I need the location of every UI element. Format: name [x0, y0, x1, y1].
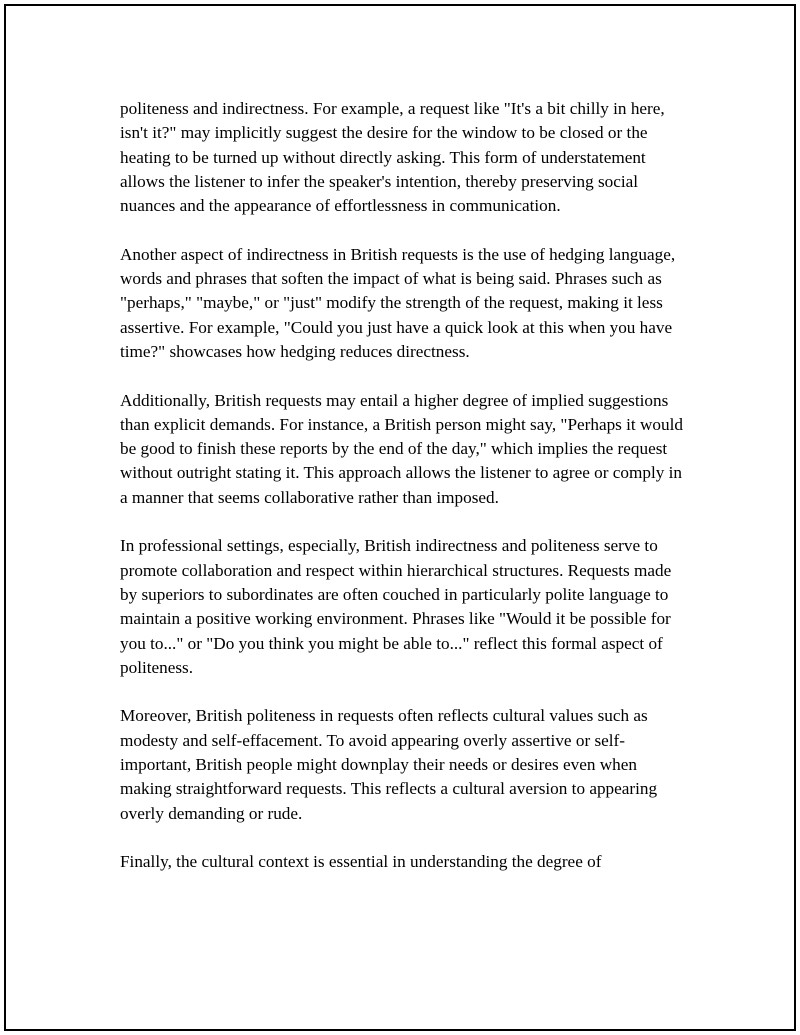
paragraph-5: Moreover, British politeness in requests often reflects cultural values such as modesty and self-effacement. To avoid appearing overly assertive or self-important, British people might downplay their needs or desires even when making straightforward requests. This reflects a cultural aversion to appearing overly demanding or rude.	[120, 706, 658, 823]
paragraph-4: In professional settings, especially, British indirectness and politeness serve to promote collaboration and respect within hierarchical structures. Requests made by superiors to subordinates are often couched in particularly polite language to maintain a positive working environment. Phrases like "Would it be possible for you to..." or "Do you think you might be able to..." reflect this formal aspect of politeness.	[120, 536, 672, 677]
paragraph-3: Additionally, British requests may entail a higher degree of implied suggestions than explicit demands. For instance, a British person might say, "Perhaps it would be good to finish these reports by the end of the day," which implies the request without outright stating it. This approach allows the listener to agree or comply in a manner that seems collaborative rather than imposed.	[120, 390, 683, 507]
paragraph-2: Another aspect of indirectness in British requests is the use of hedging language, words and phrases that soften the impact of what is being said. Phrases such as "perhaps," "maybe," or "just" modify the strength of the request, making it less assertive. For example, "Could you just have a quick look at this when you have time?" showcases how hedging reduces directness.	[120, 244, 676, 361]
paragraph-1: politeness and indirectness. For example, a request like "It's a bit chilly in here, isn't it?" may implicitly suggest the desire for the window to be closed or the heating to be turned up without directly asking. This form of understatement allows the listener to infer the speaker's intention, thereby preserving social nuances and the appearance of effortlessness in communication.	[120, 99, 665, 216]
document-body	[120, 97, 690, 899]
document-page	[4, 4, 796, 1031]
paragraph-6: Finally, the cultural context is essential in understanding the degree of	[120, 852, 602, 872]
